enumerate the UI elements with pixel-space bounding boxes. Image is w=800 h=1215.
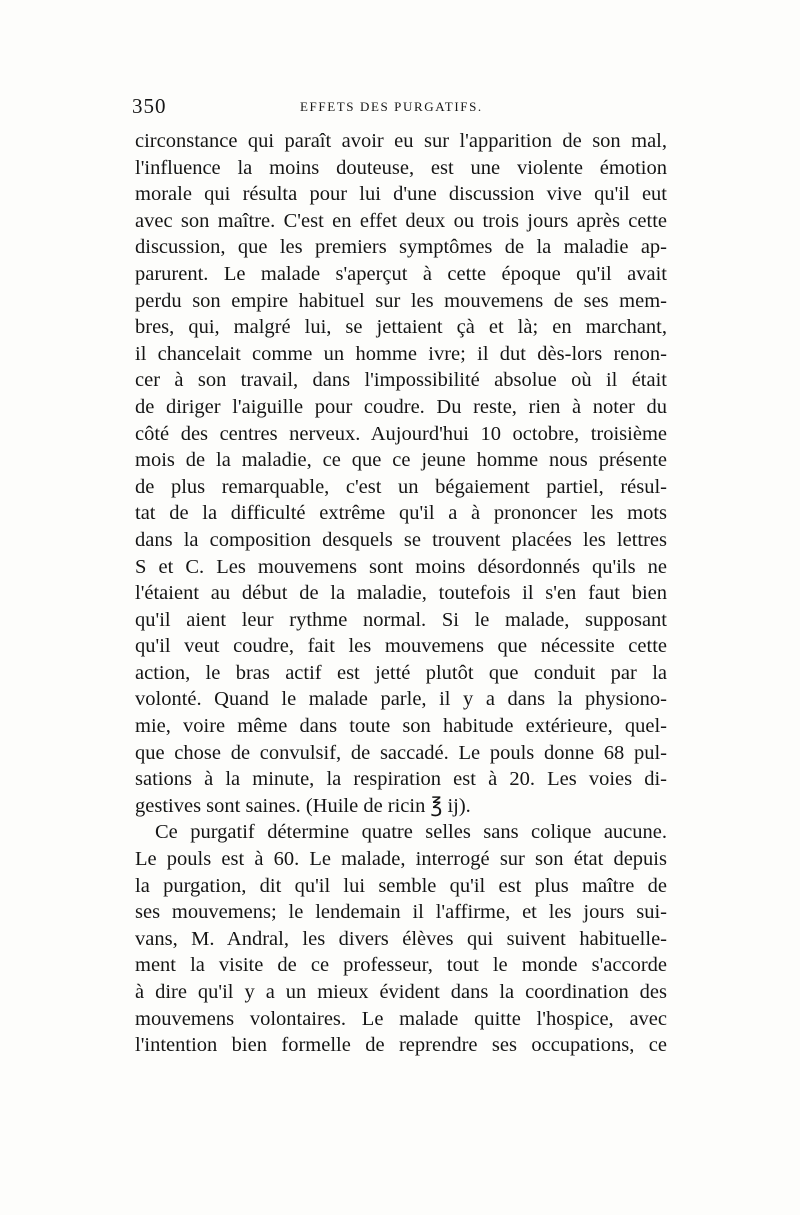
- text-line: cer à son travail, dans l'impossibilité absolue où il était: [135, 369, 667, 392]
- text-line: l'étaient au début de la maladie, toutefois il s'en faut bien: [135, 582, 667, 605]
- page-number: 350: [132, 94, 167, 118]
- text-line: perdu son empire habituel sur les mouvemens de ses mem-: [135, 289, 667, 312]
- text-line: volonté. Quand le malade parle, il y a dans la physiono-: [135, 688, 667, 711]
- body-text: [135, 128, 667, 1059]
- running-head: EFFETS DES PURGATIFS.: [300, 99, 483, 114]
- text-line: parurent. Le malade s'aperçut à cette époque qu'il avait: [135, 262, 667, 285]
- text-line: Ce purgatif détermine quatre selles sans colique aucune.: [155, 821, 667, 844]
- text-line: de diriger l'aiguille pour coudre. Du reste, rien à noter du: [135, 395, 667, 418]
- text-line: l'influence la moins douteuse, est une violente émotion: [135, 156, 667, 179]
- text-line: que chose de convulsif, de saccadé. Le pouls donne 68 pul-: [135, 741, 667, 764]
- text-line: S et C. Les mouvemens sont moins désordonnés qu'ils ne: [135, 555, 667, 578]
- text-line: côté des centres nerveux. Aujourd'hui 10 octobre, troisième: [135, 422, 667, 445]
- text-line: morale qui résulta pour lui d'une discussion vive qu'il eut: [135, 183, 667, 206]
- text-line: sations à la minute, la respiration est à 20. Les voies di-: [135, 768, 667, 791]
- text-line: ses mouvemens; le lendemain il l'affirme, et les jours sui-: [135, 901, 667, 924]
- text-line: gestives sont saines. (Huile de ricin ℥ ij).: [135, 794, 471, 817]
- text-line: la purgation, dit qu'il lui semble qu'il est plus maître de: [135, 874, 667, 897]
- text-line: action, le bras actif est jetté plutôt que conduit par la: [135, 661, 667, 684]
- text-line: vans, M. Andral, les divers élèves qui suivent habituelle-: [135, 927, 667, 950]
- text-line: discussion, que les premiers symptômes de la maladie ap-: [135, 236, 667, 259]
- text-line: bres, qui, malgré lui, se jettaient çà et là; en marchant,: [135, 316, 667, 339]
- text-line: de plus remarquable, c'est un bégaiement partiel, résul-: [135, 475, 667, 498]
- page-header: [130, 94, 670, 122]
- text-line: avec son maître. C'est en effet deux ou trois jours après cette: [135, 209, 667, 232]
- text-line: il chancelait comme un homme ivre; il dut dès-lors renon-: [135, 342, 667, 365]
- text-line: circonstance qui paraît avoir eu sur l'apparition de son mal,: [135, 130, 667, 152]
- text-line: dans la composition desquels se trouvent placées les lettres: [135, 528, 667, 551]
- text-line: mie, voire même dans toute son habitude extérieure, quel-: [135, 715, 667, 738]
- text-line: Le pouls est à 60. Le malade, interrogé sur son état depuis: [135, 848, 667, 871]
- text-line: à dire qu'il y a un mieux évident dans la coordination des: [135, 981, 667, 1003]
- text-line: mois de la maladie, ce que ce jeune homme nous présente: [135, 449, 667, 472]
- text-line: l'intention bien formelle de reprendre ses occupations, ce: [135, 1034, 667, 1057]
- text-line: mouvemens volontaires. Le malade quitte l'hospice, avec: [135, 1007, 667, 1030]
- text-line: ment la visite de ce professeur, tout le monde s'accorde: [135, 954, 667, 977]
- text-line: qu'il veut coudre, fait les mouvemens que nécessite cette: [135, 635, 667, 658]
- text-line: qu'il aient leur rythme normal. Si le malade, supposant: [135, 608, 667, 631]
- text-line: tat de la difficulté extrême qu'il a à prononcer les mots: [135, 502, 667, 525]
